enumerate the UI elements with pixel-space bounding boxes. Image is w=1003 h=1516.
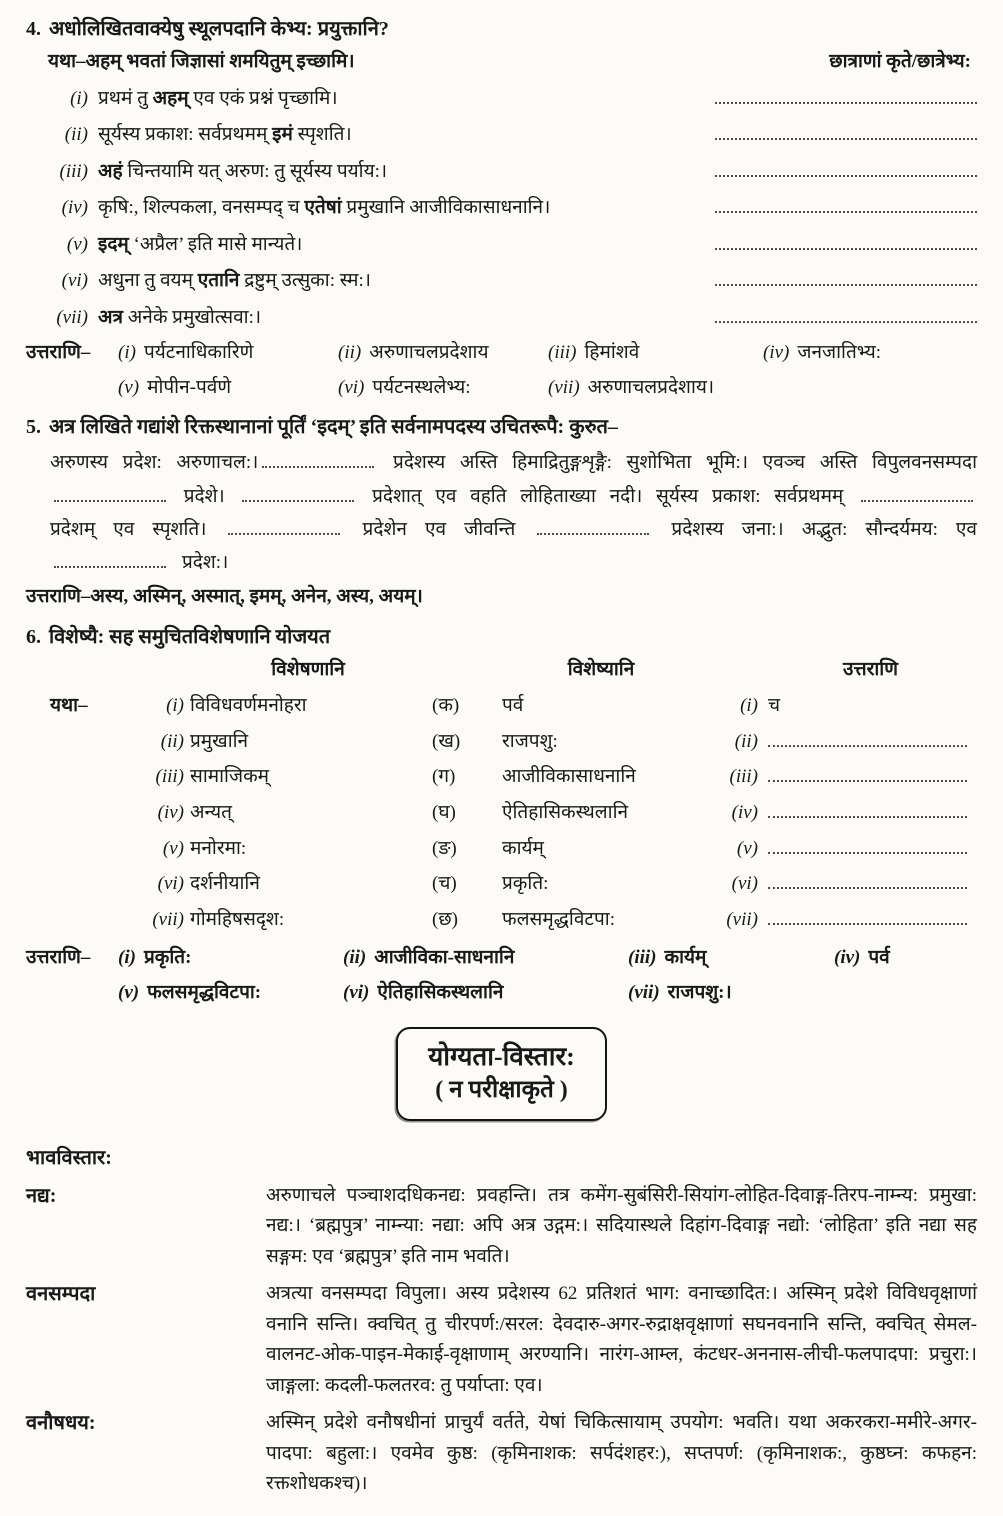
- answer-cell: [764, 798, 977, 818]
- answer-number: (vi): [731, 873, 758, 895]
- entry-label: वनौषधय:: [26, 1411, 96, 1434]
- match-row-2: [26, 727, 977, 757]
- blank-field: [262, 456, 374, 468]
- answer-entry: (ii) अरुणाचलप्रदेशाय: [338, 342, 489, 364]
- bhav-heading: भावविस्तार:: [26, 1146, 112, 1169]
- item-number: (vii): [56, 306, 88, 328]
- question-5-heading: [26, 412, 977, 442]
- letter-cell: (च): [432, 873, 457, 895]
- answers-label: उत्तराणि–: [26, 342, 91, 364]
- entry-text: अत्रत्या वनसम्पदा विपुला। अस्य प्रदेशस्य 62 प्रतिशतं भाग: वनाच्छादित:। अस्मिन् प्रदेशे विविधवृक्षाणां वनानि सन्ति। क्वचित् तु चीरपर्ण:/सरल: देवदारु-अगर-रुद्राक्षवृक्षाणां सघनवनानि सन्ति, क्वचित् सेमल-वालनट-ओक-पाइन-मेकाई-वृक्षाणाम् अरण्यानि। नारंग-आम्ल, कंटधर-अननास-लीची-फलपादपा: प्रचुरा:। जाङ्गला: कदली-फलतरव: तु पर्याप्ता: एव।: [266, 1282, 977, 1397]
- answer-column-header: छात्राणां कृते/छात्रेभ्य:: [829, 51, 971, 72]
- row-number: (vi): [157, 873, 184, 895]
- item-row-iii: [26, 157, 977, 187]
- example-sentence: यथा–अहम् भवतां जिज्ञासां शमयितुम् इच्छामि।: [48, 51, 355, 72]
- item-row-vii: [26, 303, 977, 333]
- noun-cell: आजीविकासाधनानि: [502, 766, 636, 788]
- item-row-vi: [26, 266, 977, 296]
- noun-cell: प्रकृति:: [502, 873, 549, 895]
- answers-text: अस्य, अस्मिन्, अस्मात्, इमम्, अनेन, अस्य, अयम्।: [90, 586, 423, 608]
- answer-number: (ii): [734, 730, 758, 752]
- dotted-answer-line: [715, 230, 977, 250]
- item-number: (v): [66, 233, 88, 255]
- item-text: इदम् ‘अप्रैल’ इति मासे मान्यते।: [98, 233, 303, 255]
- exercise-6-section: [26, 622, 977, 1007]
- answer-entry: (iv) पर्व: [834, 947, 890, 969]
- item-text: प्रथमं तु अहम् एव एकं प्रश्नं पृच्छामि।: [98, 87, 338, 109]
- blank-field: [54, 489, 166, 501]
- blank-field: [228, 522, 340, 534]
- column-header-nouns: विशेष्यानि: [567, 658, 635, 680]
- answers-6-line-2: [26, 979, 977, 1008]
- dotted-answer-line: [768, 727, 967, 747]
- answer-number: (v): [736, 837, 758, 859]
- row-number: (iii): [155, 766, 184, 788]
- item-number: (vi): [61, 270, 88, 292]
- answer-entry: (i) पर्यटनाधिकारिणे: [118, 342, 254, 364]
- answer-number: (iii): [729, 766, 758, 788]
- match-row-6: [26, 869, 977, 899]
- dotted-answer-line: [715, 157, 977, 177]
- item-number: (iv): [61, 197, 88, 219]
- adjective-cell: सामाजिकम्: [190, 766, 270, 788]
- item-text: अहं चिन्तयामि यत् अरुण: तु सूर्यस्य पर्याय:।: [98, 160, 388, 182]
- blank-field: [537, 522, 649, 534]
- question-5-title: अत्र लिखिते गद्यांशे रिक्तस्थानानां पूर्तिं ‘इदम्’ इति सर्वनामपदस्य उचितरूपै: कुरुत–: [49, 416, 618, 439]
- entry-text: अरुणाचले पञ्चाशदधिकनद्य: प्रवहन्ति। तत्र कमेंग-सुबंसिरी-सियांग-लोहित-दिवाङ्ग-तिरप-नाम्न्य: प्रमुखा: नद्य:। ‘ब्रह्मपुत्र’ नाम्न्या: नद्या: अपि अत्र उद्गम:। सदियास्थले दिहांग-दिवाङ्ग नद्यो: ‘लोहिता’ इति नद्या सह सङ्गम: एव ‘ब्रह्मपुत्र’ इति नाम भवति।: [266, 1184, 977, 1268]
- column-header-adjectives: विशेषणानि: [271, 658, 345, 680]
- letter-cell: (ङ): [432, 837, 457, 859]
- answers-5-line: [26, 583, 977, 612]
- question-6-title: विशेष्यै: सह समुचितविशेषणानि योजयत: [49, 625, 331, 648]
- row-number: (v): [162, 837, 184, 859]
- dotted-answer-line: [768, 762, 967, 782]
- yatha-label: यथा–: [50, 695, 88, 717]
- match-row-1: [26, 692, 977, 721]
- column-header-answers: उत्तराणि: [843, 658, 898, 680]
- item-text: अधुना तु वयम् एतानि द्रष्टुम् उत्सुका: स्म:।: [98, 270, 371, 292]
- entry-label: वनसम्पदा: [26, 1282, 96, 1305]
- row-number: (ii): [160, 730, 184, 752]
- exercise-5-section: [26, 412, 977, 612]
- answer-entry: (vii) अरुणाचलप्रदेशाय।: [548, 376, 715, 398]
- item-row-i: [26, 84, 977, 114]
- answers-6-line-1: [26, 944, 977, 973]
- item-number: (iii): [59, 160, 88, 182]
- yogyata-box-wrapper: [26, 1027, 977, 1120]
- answer-number: (vii): [726, 908, 758, 930]
- match-row-4: [26, 798, 977, 828]
- dotted-answer-line: [768, 905, 967, 925]
- answers-label: उत्तराणि–: [26, 947, 91, 969]
- question-6-number: 6.: [26, 625, 41, 648]
- box-title: योग्यता-विस्तार:: [428, 1042, 575, 1072]
- row-number: (vii): [152, 908, 184, 930]
- answer-cell: च: [768, 695, 781, 717]
- item-text: सूर्यस्य प्रकाश: सर्वप्रथमम् इमं स्पृशति।: [98, 124, 352, 146]
- dotted-answer-line: [715, 193, 977, 213]
- answer-cell: [764, 869, 977, 889]
- bhav-entry-forest-wealth: [26, 1279, 977, 1402]
- dotted-answer-line: [715, 120, 977, 140]
- answer-cell: [764, 762, 977, 782]
- adjective-cell: प्रमुखानि: [190, 730, 249, 752]
- answer-cell: [764, 833, 977, 853]
- answers-4-line-2: [26, 374, 977, 403]
- entry-label: नद्य:: [26, 1184, 57, 1207]
- item-row-ii: [26, 120, 977, 150]
- row-number: (i): [166, 695, 184, 717]
- bhav-vistara-section: [26, 1143, 977, 1501]
- dotted-answer-line: [715, 266, 977, 286]
- dotted-answer-line: [768, 833, 967, 853]
- blank-field: [861, 489, 973, 501]
- match-row-7: [26, 905, 977, 935]
- answer-entry: (ii) आजीविका-साधनानि: [343, 947, 515, 969]
- letter-cell: (घ): [432, 801, 456, 823]
- bhav-entry-medicinal-herbs: [26, 1408, 977, 1500]
- item-number: (i): [70, 87, 88, 109]
- adjective-cell: अन्यत्: [190, 801, 232, 823]
- letter-cell: (ख): [432, 730, 461, 752]
- letter-cell: (ग): [432, 766, 456, 788]
- yogyata-vistara-box: [396, 1027, 607, 1120]
- adjective-cell: गोमहिषसदृश:: [190, 908, 285, 930]
- noun-cell: राजपशु:: [502, 730, 558, 752]
- item-text: अत्र अनेके प्रमुखोत्सवा:।: [98, 306, 262, 328]
- item-row-iv: [26, 193, 977, 223]
- exercise-4-section: [26, 14, 977, 402]
- match-table-header: [26, 656, 977, 685]
- match-row-3: [26, 762, 977, 792]
- item-row-v: [26, 230, 977, 260]
- question-4-example-row: [48, 48, 977, 77]
- letter-cell: (छ): [432, 908, 458, 930]
- question-5-number: 5.: [26, 416, 41, 439]
- answer-entry: (v) फलसमृद्धविटपा:: [118, 981, 262, 1003]
- blank-field: [54, 556, 166, 568]
- row-number: (iv): [157, 801, 184, 823]
- answer-entry: (i) प्रकृति:: [118, 947, 192, 969]
- question-4-number: 4.: [26, 18, 41, 40]
- question-6-heading: [26, 622, 977, 652]
- answers-label: उत्तराणि–: [26, 586, 91, 608]
- answer-number: (iv): [731, 801, 758, 823]
- entry-text: अस्मिन् प्रदेशे वनौषधीनां प्राचुर्यं वर्तते, येषां चिकित्सायाम् उपयोग: भवति। यथा अकरकरा-ममीरे-अगर-पादपा: बहुला:। एवमेव कुष्ठ: (कृमिनाशक: सर्पदंशहर:), सप्तपर्ण: (कृमिनाशक:, कुष्ठघ्न: कफहन: रक्तशोधकश्च)।: [266, 1411, 977, 1495]
- item-text: कृषि:, शिल्पकला, वनसम्पद् च एतेषां प्रमुखानि आजीविकासाधनानि।: [98, 197, 551, 219]
- answer-cell: [764, 905, 977, 925]
- noun-cell: पर्व: [502, 695, 524, 717]
- adjective-cell: मनोरमा:: [190, 837, 247, 859]
- bhav-entry-rivers: [26, 1181, 977, 1273]
- dotted-answer-line: [768, 869, 967, 889]
- noun-cell: फलसमृद्धविटपा:: [502, 908, 615, 930]
- match-row-5: [26, 833, 977, 863]
- answer-cell: [764, 727, 977, 747]
- box-subtitle: ( न परीक्षाकृते ): [435, 1077, 568, 1104]
- item-number: (ii): [64, 124, 88, 146]
- answer-entry: (vi) पर्यटनस्थलेभ्य:: [338, 376, 471, 398]
- letter-cell: (क): [432, 695, 460, 717]
- answer-entry: (iii) कार्यम्: [628, 947, 707, 969]
- adjective-cell: विविधवर्णमनोहरा: [190, 695, 307, 717]
- blank-field: [242, 489, 354, 501]
- adjective-cell: दर्शनीयानि: [190, 873, 260, 895]
- dotted-answer-line: [715, 303, 977, 323]
- answer-number: (i): [740, 695, 758, 717]
- answer-entry: (vi) ऐतिहासिकस्थलानि: [343, 981, 504, 1003]
- noun-cell: कार्यम्: [502, 837, 544, 859]
- noun-cell: ऐतिहासिकस्थलानि: [502, 801, 629, 823]
- answer-entry: (v) मोपीन-पर्वणे: [118, 376, 232, 398]
- answer-entry: (vii) राजपशु:।: [628, 981, 732, 1003]
- question-4-heading: [26, 14, 977, 44]
- answers-4-line-1: [26, 339, 977, 368]
- fill-in-passage: अरुणस्य प्रदेश: अरुणाचल:। प्रदेशस्य अस्ति हिमाद्रितुङ्गशृङ्गै: सुशोभिता भूमि:। एवञ्च अस्ति विपुलवनसम्पदा प्रदेशे। प्रदेशात् एव वहति लोहिताख्या नदी। सूर्यस्य प्रकाश: सर्वप्रथमम् प्रदेशम् एव स्पृशति। प्रदेशेन एव जीवन्ति प्रदेशस्य जना:। अद्भुत: सौन्दर्यमय: एव प्रदेश:।: [50, 452, 977, 574]
- answer-entry: (iv) जनजातिभ्य:: [763, 342, 881, 364]
- question-4-title: अधोलिखितवाक्येषु स्थूलपदानि केभ्य: प्रयुक्तानि?: [49, 18, 389, 40]
- answer-entry: (iii) हिमांशवे: [548, 342, 640, 364]
- dotted-answer-line: [768, 798, 967, 818]
- dotted-answer-line: [715, 84, 977, 104]
